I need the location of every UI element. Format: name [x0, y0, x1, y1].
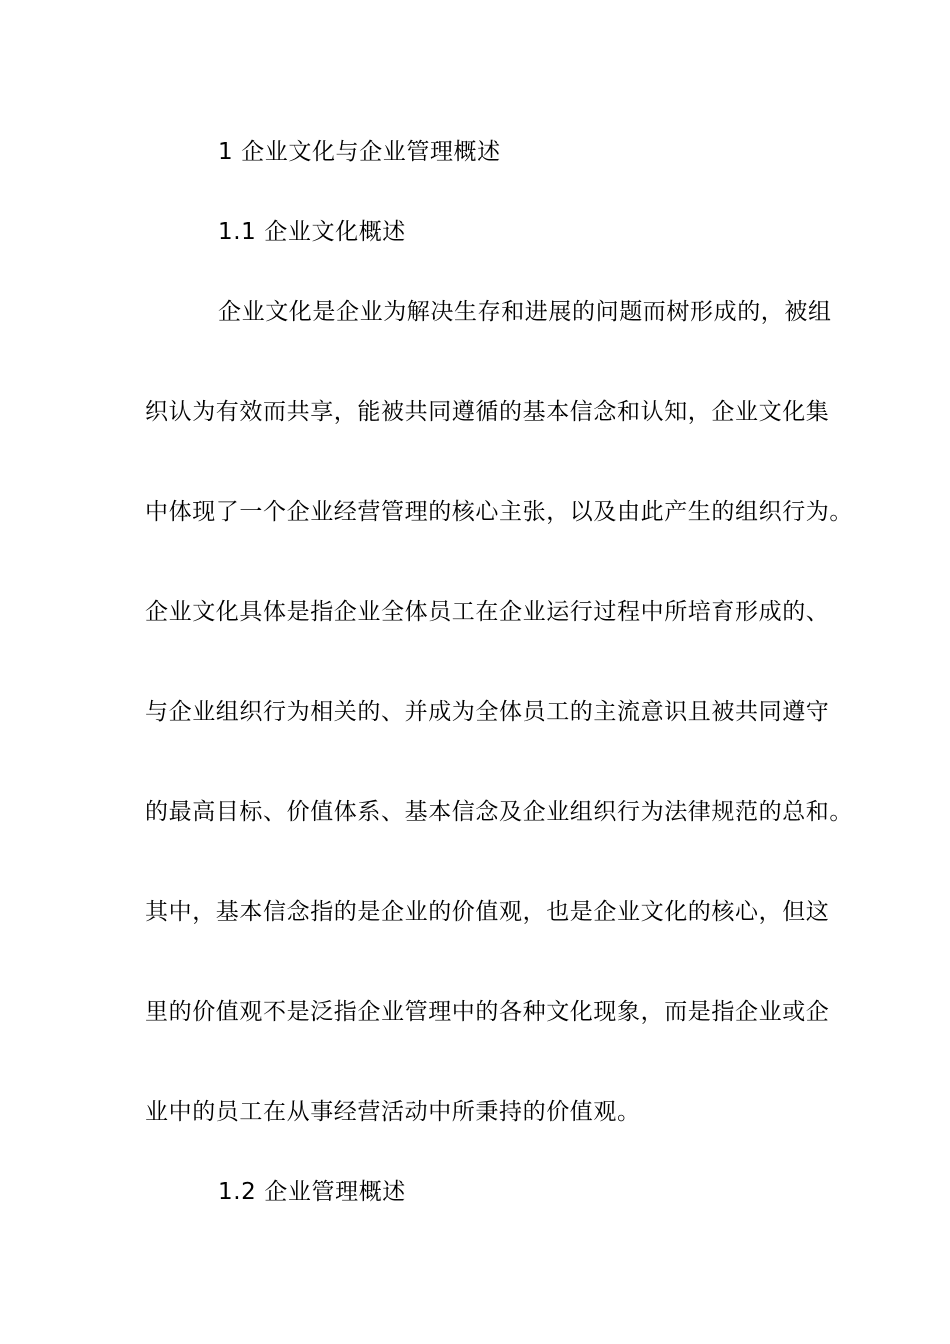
- subsection-heading-1-1: 1.1 企业文化概述: [218, 219, 406, 245]
- paragraph-line: 织认为有效而共享，能被共同遵循的基本信念和认知，企业文化集: [145, 399, 830, 425]
- paragraph-line: 业中的员工在从事经营活动中所秉持的价值观。: [145, 1099, 641, 1125]
- paragraph-line: 的最高目标、价值体系、基本信念及企业组织行为法律规范的总和。: [145, 799, 853, 825]
- paragraph-line: 与企业组织行为相关的、并成为全体员工的主流意识且被共同遵守: [145, 699, 830, 725]
- paragraph-line: 企业文化是企业为解决生存和进展的问题而树形成的，被组: [218, 299, 832, 325]
- subsection-heading-1-2: 1.2 企业管理概述: [218, 1179, 406, 1205]
- paragraph-line: 企业文化具体是指企业全体员工在企业运行过程中所培育形成的、: [145, 599, 830, 625]
- section-heading-1: 1 企业文化与企业管理概述: [218, 139, 501, 165]
- paragraph-line: 里的价值观不是泛指企业管理中的各种文化现象，而是指企业或企: [145, 999, 830, 1025]
- paragraph-line: 中体现了一个企业经营管理的核心主张，以及由此产生的组织行为。: [145, 499, 853, 525]
- paragraph-line: 其中，基本信念指的是企业的价值观，也是企业文化的核心，但这: [145, 899, 830, 925]
